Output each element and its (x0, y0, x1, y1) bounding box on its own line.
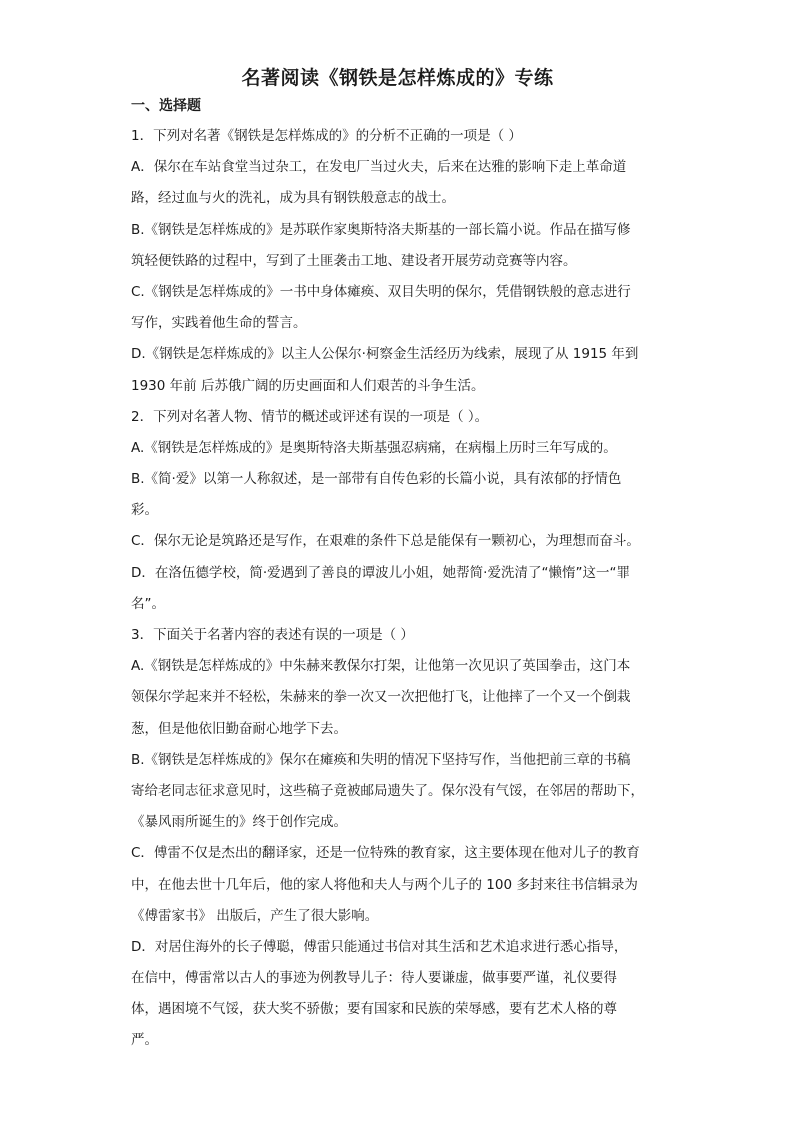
q3-option-b-line-2: 寄给老同志征求意见时，这些稿子竟被邮局遗失了。保尔没有气馁，在邻居的帮助下， (131, 782, 644, 799)
q1-option-a-line-2: 路，经过血与火的洗礼，成为具有钢铁般意志的战士。 (131, 190, 455, 207)
q2-option-b-line-1: B.《简·爱》以第一人称叙述，是一部带有自传色彩的长篇小说，具有浓郁的抒情色 (131, 471, 622, 488)
q3-option-a-line-2: 领保尔学起来并不轻松，朱赫来的拳一次又一次把他打飞，让他摔了一个又一个倒栽 (131, 689, 631, 706)
q3-stem: 3．下面关于名著内容的表述有误的一项是（ ） (131, 627, 414, 643)
q1-option-b-line-1: B.《钢铁是怎样炼成的》是苏联作家奥斯特洛夫斯基的一部长篇小说。作品在描写修 (131, 221, 631, 238)
q1-option-c-line-2: 写作，实践着他生命的誓言。 (131, 315, 307, 332)
q3-option-a-line-3: 葱，但是他依旧勤奋耐心地学下去。 (131, 720, 347, 737)
q3-option-a-line-1: A.《钢铁是怎样炼成的》中朱赫来教保尔打架，让他第一次见识了英国拳击，这门本 (131, 658, 631, 675)
q3-option-d-line-4: 严。 (131, 1032, 158, 1049)
q1-stem: 1．下列对名著《钢铁是怎样炼成的》的分析不正确的一项是（ ） (131, 128, 522, 144)
q2-option-d-line-1: D．在洛伍德学校，简·爱遇到了善良的谭波儿小姐，她帮简·爱洗清了“懒惰”这一“罪 (131, 564, 630, 581)
section-heading: 一、选择题 (131, 98, 201, 114)
q3-option-c-line-2: 中，在他去世十几年后，他的家人将他和夫人与两个儿子的 100 多封来往书信辑录为 (131, 876, 638, 893)
q2-option-d-line-2: 名”。 (131, 595, 165, 612)
q3-option-d-line-1: D．对居住海外的长子傅聪，傅雷只能通过书信对其生活和艺术追求进行悉心指导， (131, 938, 628, 955)
q2-option-c: C．保尔无论是筑路还是写作，在艰难的条件下总是能保有一颗初心，为理想而奋斗。 (131, 533, 640, 550)
q3-option-c-line-1: C．傅雷不仅是杰出的翻译家，还是一位特殊的教育家，这主要体现在他对儿子的教育 (131, 845, 640, 862)
q1-option-c-line-1: C.《钢铁是怎样炼成的》一书中身体瘫痪、双目失明的保尔，凭借钢铁般的意志进行 (131, 283, 631, 300)
q1-option-d-line-2: 1930 年前 后苏俄广阔的历史画面和人们艰苦的斗争生活。 (131, 377, 485, 394)
q1-option-a-line-1: A．保尔在车站食堂当过杂工，在发电厂当过火夫，后来在达雅的影响下走上革命道 (131, 159, 627, 176)
q3-option-d-line-3: 体，遇困境不气馁，获大奖不骄傲；要有国家和民族的荣辱感，要有艺术人格的尊 (131, 1001, 617, 1018)
q3-option-d-line-2: 在信中，傅雷常以古人的事迹为例教导儿子：待人要谦虚，做事要严谨，礼仪要得 (131, 970, 617, 987)
question-body (131, 126, 664, 1050)
q1-option-d-line-1: D.《钢铁是怎样炼成的》以主人公保尔·柯察金生活经历为线索，展现了从 1915 年到 (131, 346, 639, 363)
q2-option-a: A.《钢铁是怎样炼成的》是奥斯特洛夫斯基强忍病痛，在病榻上历时三年写成的。 (131, 439, 617, 456)
q2-stem: 2．下列对名著人物、情节的概述或评述有误的一项是（ ）。 (131, 408, 489, 425)
q1-option-b-line-2: 筑轻便铁路的过程中，写到了土匪袭击工地、建设者开展劳动竞赛等内容。 (131, 252, 577, 269)
q3-option-c-line-3: 《傅雷家书》 出版后，产生了很大影响。 (131, 907, 379, 924)
q2-option-b-line-2: 彩。 (131, 502, 158, 519)
q3-option-b-line-3: 《暴风雨所诞生的》终于创作完成。 (131, 814, 347, 831)
q3-option-b-line-1: B.《钢铁是怎样炼成的》保尔在瘫痪和失明的情况下坚持写作，当他把前三章的书稿 (131, 751, 631, 768)
document-title: 名著阅读《钢铁是怎样炼成的》专练 (241, 67, 554, 89)
